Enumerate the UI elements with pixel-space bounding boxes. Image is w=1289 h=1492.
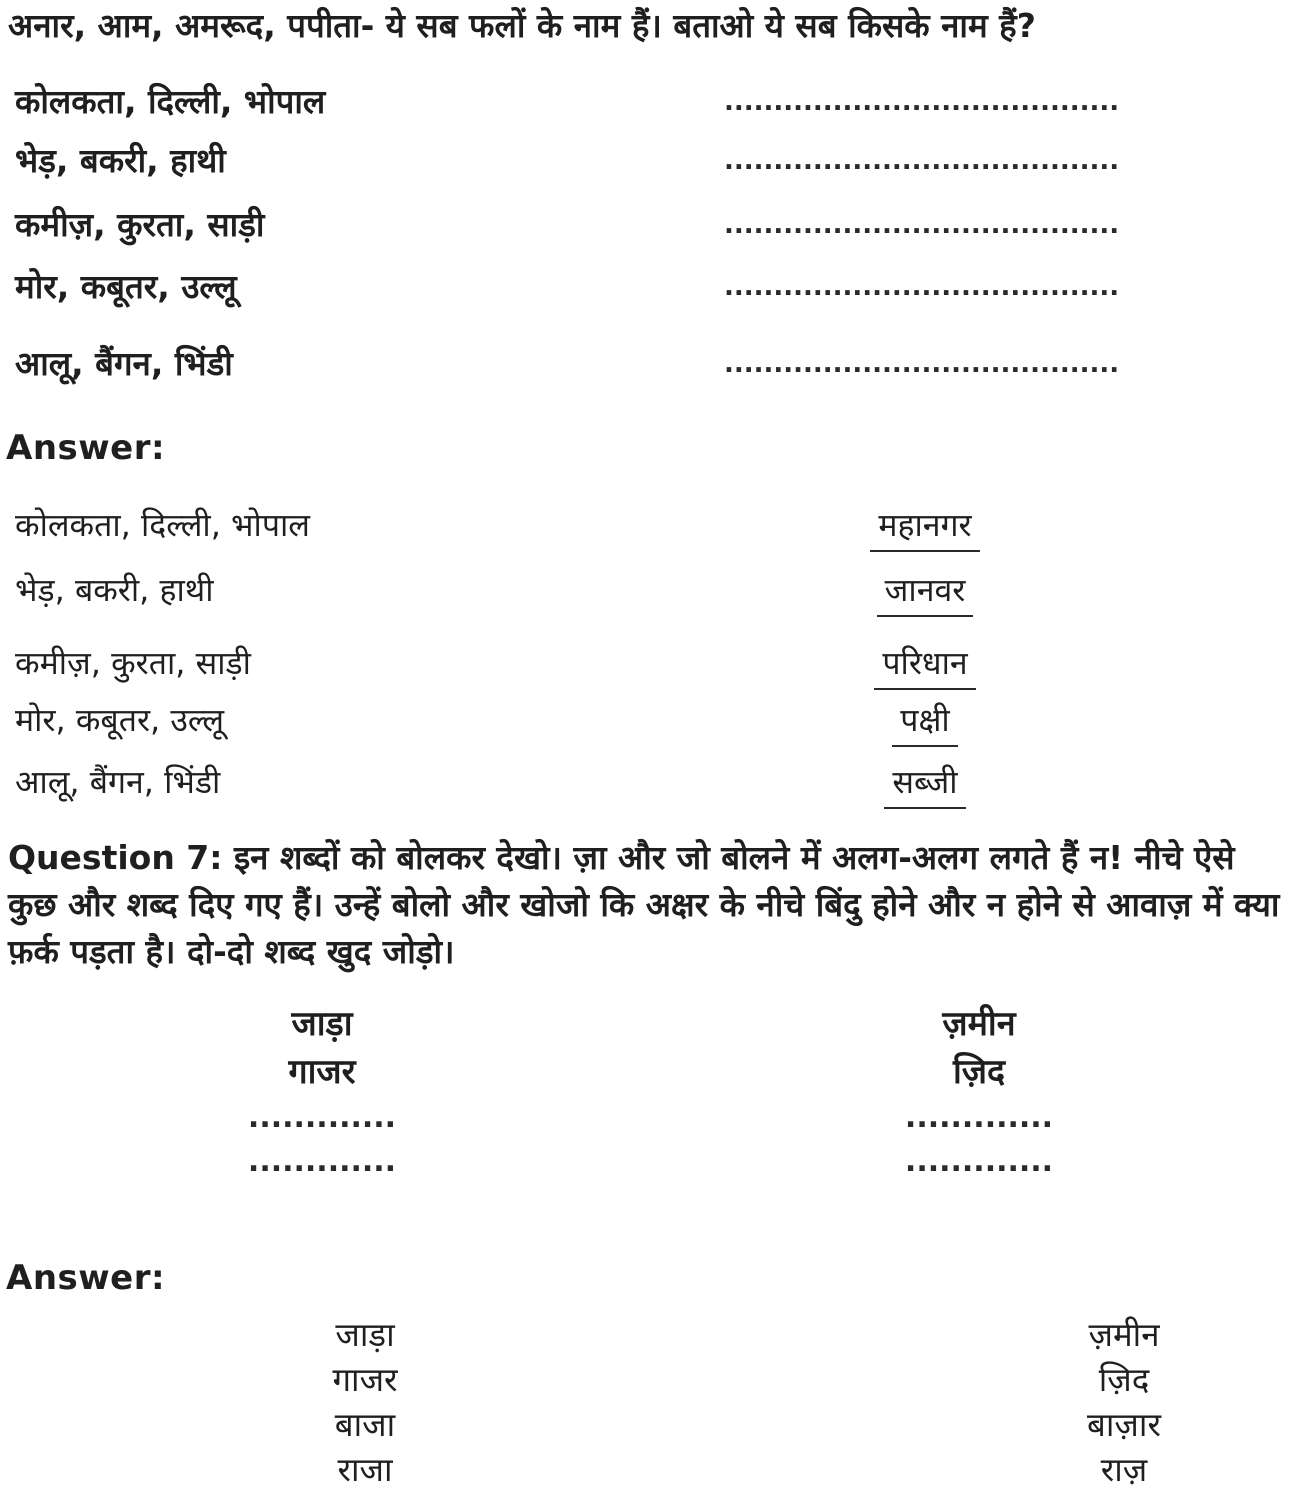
word: जाड़ा	[291, 1004, 353, 1044]
word-group: कोलकता, दिल्ली, भोपाल	[15, 82, 326, 121]
word: बाजा	[334, 1405, 396, 1444]
word: गाजर	[288, 1052, 356, 1092]
answer-row-1	[15, 503, 1289, 551]
question-row-2	[15, 139, 1289, 185]
word: राज़	[1100, 1450, 1148, 1489]
word-group: भेड़, बकरी, हाथी	[15, 141, 226, 180]
question-row-3	[15, 203, 1289, 249]
word: ज़मीन	[1088, 1315, 1160, 1354]
fill-in-blank: .............	[904, 1144, 1054, 1179]
answer-value: महानगर	[870, 503, 979, 552]
question-row-1	[15, 80, 1289, 126]
answer-row-2	[15, 568, 1289, 616]
fill-in-blank: ........................................	[724, 87, 1120, 117]
word-group: कमीज़, कुरता, साड़ी	[15, 644, 251, 682]
question-7-label: Question 7:	[8, 838, 223, 877]
question-row-4	[15, 265, 1289, 311]
answer-value: जानवर	[877, 568, 974, 617]
word-group: मोर, कबूतर, उल्लू	[15, 701, 225, 739]
fill-in-blank: .............	[904, 1100, 1054, 1135]
answer-heading-2: Answer:	[6, 1258, 166, 1298]
q7-word-column-right	[879, 1000, 1079, 1184]
answer-column-left	[265, 1312, 465, 1492]
word: ज़िद	[952, 1052, 1006, 1092]
fill-in-blank: ........................................	[724, 210, 1120, 240]
fill-in-blank: .............	[247, 1100, 397, 1135]
word: जाड़ा	[335, 1315, 395, 1354]
word: बाज़ार	[1087, 1405, 1161, 1444]
fill-in-blank: ........................................	[724, 272, 1120, 302]
word-group: भेड़, बकरी, हाथी	[15, 571, 214, 609]
answer-row-4	[15, 698, 1289, 746]
question-row-5	[15, 342, 1289, 388]
fill-in-blank: ........................................	[724, 146, 1120, 176]
answer-value: सब्जी	[884, 760, 965, 809]
word-group: आलू, बैंगन, भिंडी	[15, 344, 233, 383]
word: राजा	[337, 1450, 393, 1489]
fill-in-blank: ........................................	[724, 349, 1120, 379]
word-group: आलू, बैंगन, भिंडी	[15, 763, 221, 801]
question-7-text: इन शब्दों को बोलकर देखो। ज़ा और जो बोलने में अलग-अलग लगते हैं न! नीचे ऐसे कुछ और शब्द दिए गए हैं। उन्हें बोलो और खोजो कि अक्षर के नीचे बिंदु होने और न होने से आवाज़ में क्या फ़र्क पड़ता है। दो-दो शब्द खुद जोड़ो।	[8, 838, 1280, 971]
word-group: कमीज़, कुरता, साड़ी	[15, 205, 265, 244]
answer-column-right	[1024, 1312, 1224, 1492]
word: ज़िद	[1098, 1360, 1150, 1399]
question-intro: अनार, आम, अमरूद, पपीता- ये सब फलों के नाम हैं। बताओ ये सब किसके नाम हैं?	[8, 6, 1036, 45]
answer-value: परिधान	[874, 641, 975, 690]
answer-heading-1: Answer:	[6, 428, 166, 468]
fill-in-blank: .............	[247, 1144, 397, 1179]
q7-word-column-left	[222, 1000, 422, 1184]
word: गाजर	[332, 1360, 398, 1399]
question-7	[8, 834, 1289, 975]
answer-value: पक्षी	[892, 698, 957, 747]
word: ज़मीन	[942, 1004, 1016, 1044]
answer-row-3	[15, 641, 1289, 689]
word-group: मोर, कबूतर, उल्लू	[15, 267, 237, 306]
answer-row-5	[15, 760, 1289, 808]
word-group: कोलकता, दिल्ली, भोपाल	[15, 506, 310, 544]
